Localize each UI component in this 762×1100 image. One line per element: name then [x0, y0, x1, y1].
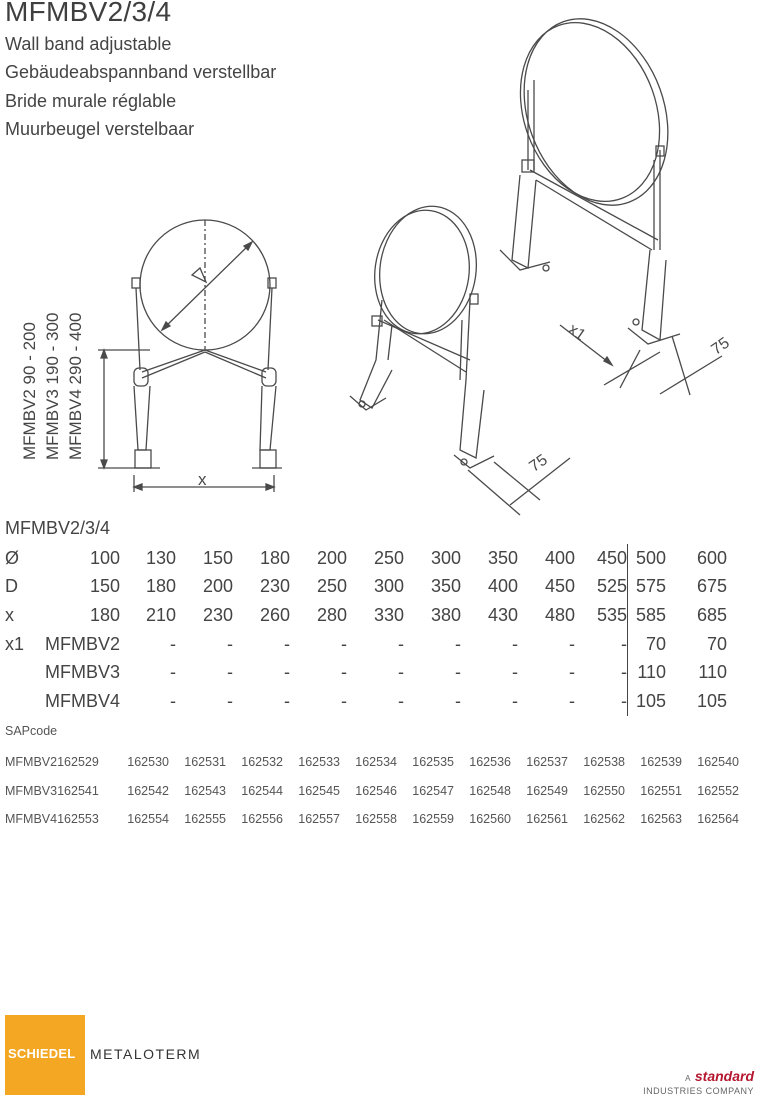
spec-cell: 180	[259, 547, 291, 568]
spec-cell: 210	[145, 604, 177, 625]
sap-code: 162541	[57, 783, 99, 798]
spec-table	[0, 544, 727, 716]
spec-cell: 525	[596, 576, 628, 597]
spec-cell: -	[284, 662, 291, 683]
dim-x-label: x	[198, 470, 207, 489]
spec-row	[0, 544, 727, 573]
spec-cell: 300	[430, 547, 462, 568]
spec-cell: -	[284, 690, 291, 711]
spec-cell: 70	[706, 633, 728, 654]
spec-cell: -	[621, 662, 628, 683]
spec-cell: 150	[89, 576, 121, 597]
sap-code: 162543	[184, 783, 226, 798]
description-de: Gebäudeabspannband verstellbar	[5, 62, 277, 82]
sap-code: 162548	[469, 783, 511, 798]
spec-cell: -	[398, 633, 405, 654]
sap-code: 162559	[412, 812, 454, 827]
spec-cell: -	[170, 662, 177, 683]
spec-row-label: x	[5, 604, 14, 625]
description-nl: Muurbeugel verstelbaar	[5, 119, 195, 139]
spec-cell: 350	[430, 576, 462, 597]
brand-sub: INDUSTRIES COMPANY	[643, 1086, 754, 1096]
sap-code: 162538	[583, 755, 625, 770]
dim-75-left-label: 75	[526, 451, 551, 476]
spec-cell: -	[227, 633, 234, 654]
spec-model: MFMBV4	[45, 690, 121, 711]
sap-code: 162529	[57, 755, 99, 770]
spec-cell: -	[621, 690, 628, 711]
spec-cell: 400	[544, 547, 576, 568]
spec-cell: 130	[145, 547, 177, 568]
spec-cell: -	[455, 633, 462, 654]
spec-row-label: x1	[5, 633, 25, 654]
spec-cell: -	[341, 633, 348, 654]
sap-row	[0, 777, 739, 806]
spec-cell: 260	[259, 604, 291, 625]
spec-cell: -	[227, 690, 234, 711]
spec-cell: -	[569, 633, 576, 654]
spec-cell: 150	[202, 547, 234, 568]
brand-name: standard	[694, 1068, 754, 1084]
sap-code: 162539	[640, 755, 682, 770]
sap-code: 162552	[697, 783, 739, 798]
spec-cell: 535	[596, 604, 628, 625]
spec-row	[0, 630, 727, 659]
sap-model: MFMBV3	[5, 783, 58, 798]
sap-code: 162544	[241, 783, 283, 798]
spec-cell: 230	[259, 576, 291, 597]
spec-cell: 180	[89, 604, 121, 625]
spec-cell: -	[621, 633, 628, 654]
spec-cell: -	[170, 633, 177, 654]
sap-code: 162558	[355, 812, 397, 827]
sap-code: 162562	[583, 812, 625, 827]
spec-cell: -	[512, 690, 519, 711]
spec-cell: 480	[544, 604, 576, 625]
spec-cell: 500	[628, 544, 667, 573]
spec-cell: -	[569, 662, 576, 683]
spec-cell: -	[284, 633, 291, 654]
spec-model: MFMBV2	[45, 633, 121, 654]
sap-code: 162545	[298, 783, 340, 798]
spec-cell: -	[455, 662, 462, 683]
sap-code: 162564	[697, 812, 739, 827]
spec-row	[0, 573, 727, 602]
standard-industries-logo	[643, 1068, 754, 1096]
sap-row	[0, 805, 739, 834]
spec-cell: 675	[696, 576, 728, 597]
description-en: Wall band adjustable	[5, 34, 172, 54]
sap-code: 162557	[298, 812, 340, 827]
spec-row-label	[0, 687, 45, 716]
sap-code: 162554	[127, 812, 169, 827]
sap-code: 162556	[241, 812, 283, 827]
sap-code: 162555	[184, 812, 226, 827]
perspective-view-large	[497, 0, 722, 395]
sap-code: 162533	[298, 755, 340, 770]
spec-cell: 450	[596, 547, 628, 568]
sap-code: 162547	[412, 783, 454, 798]
sap-code: 162532	[241, 755, 283, 770]
diameter-range-labels	[18, 200, 88, 460]
spec-cell: 100	[89, 547, 121, 568]
sap-model: MFMBV4	[5, 812, 58, 827]
spec-row	[0, 601, 727, 630]
sap-first-cell	[0, 777, 112, 806]
spec-cell: 380	[430, 604, 462, 625]
spec-cell: 180	[145, 576, 177, 597]
sap-code: 162542	[127, 783, 169, 798]
page-title: MFMBV2/3/4	[5, 0, 172, 27]
range-label-mfmbv4: MFMBV4 290 - 400	[66, 312, 85, 460]
spec-cell: -	[398, 690, 405, 711]
spec-cell: -	[341, 690, 348, 711]
description-fr: Bride murale réglable	[5, 91, 177, 111]
spec-model: MFMBV3	[45, 662, 121, 683]
sap-code: 162561	[526, 812, 568, 827]
sap-code: 162534	[355, 755, 397, 770]
sap-code: 162560	[469, 812, 511, 827]
range-label-mfmbv2: MFMBV2 90 - 200	[20, 322, 39, 460]
sap-code: 162536	[469, 755, 511, 770]
spec-cell: 430	[487, 604, 519, 625]
spec-cell: 450	[544, 576, 576, 597]
sap-model: MFMBV2	[5, 755, 58, 770]
spec-cell: 200	[202, 576, 234, 597]
spec-cell: 110	[698, 662, 728, 683]
spec-cell: 330	[373, 604, 405, 625]
sap-code: 162540	[697, 755, 739, 770]
sap-first-cell	[0, 748, 112, 777]
brand-a: A	[685, 1074, 691, 1083]
spec-cell: 685	[696, 604, 728, 625]
spec-cell: -	[512, 662, 519, 683]
sap-code: 162563	[640, 812, 682, 827]
spec-cell: 110	[628, 658, 667, 687]
sap-row	[0, 748, 739, 777]
spec-row	[0, 687, 727, 716]
spec-cell: 250	[373, 547, 405, 568]
spec-cell: 280	[316, 604, 348, 625]
spec-cell: 105	[696, 690, 728, 711]
sap-table	[0, 748, 739, 834]
logo-box-text: SCHIEDEL	[8, 1046, 76, 1061]
spec-cell: 350	[487, 547, 519, 568]
dim-75-right-label: 75	[708, 334, 733, 359]
spec-cell: -	[227, 662, 234, 683]
sap-code: 162550	[583, 783, 625, 798]
spec-cell: 250	[316, 576, 348, 597]
sap-code: 162531	[184, 755, 226, 770]
spec-row-label: D	[5, 576, 18, 597]
spec-cell: 575	[628, 573, 667, 602]
sap-code: 162537	[526, 755, 568, 770]
spec-cell: -	[170, 690, 177, 711]
spec-cell: 400	[487, 576, 519, 597]
sap-code: 162535	[412, 755, 454, 770]
range-label-mfmbv3: MFMBV3 190 - 300	[43, 312, 62, 460]
sapcode-title: SAPcode	[5, 724, 58, 738]
sap-code: 162551	[640, 783, 682, 798]
spec-cell: 105	[628, 687, 667, 716]
spec-cell: 230	[202, 604, 234, 625]
sap-code: 162530	[127, 755, 169, 770]
spec-cell: 300	[373, 576, 405, 597]
sap-first-cell	[0, 805, 112, 834]
spec-row-label	[0, 658, 45, 687]
spec-cell: -	[341, 662, 348, 683]
technical-drawing	[0, 0, 762, 520]
dim-x1-label: x1	[564, 320, 589, 345]
schiedel-logo	[5, 1015, 85, 1095]
spec-cell: 585	[628, 601, 667, 630]
logo-metaloterm: METALOTERM	[90, 1046, 202, 1062]
spec-cell: -	[455, 690, 462, 711]
sap-code: 162549	[526, 783, 568, 798]
spec-row-label: Ø	[5, 547, 20, 568]
spec-cell: 200	[316, 547, 348, 568]
spec-cell: 600	[696, 547, 728, 568]
spec-cell: -	[398, 662, 405, 683]
spec-cell: 70	[628, 630, 667, 659]
spec-row	[0, 658, 727, 687]
sap-code: 162546	[355, 783, 397, 798]
spec-table-title: MFMBV2/3/4	[5, 518, 111, 538]
spec-cell: -	[569, 690, 576, 711]
sap-code: 162553	[57, 812, 99, 827]
spec-cell: -	[512, 633, 519, 654]
front-view	[98, 220, 282, 492]
